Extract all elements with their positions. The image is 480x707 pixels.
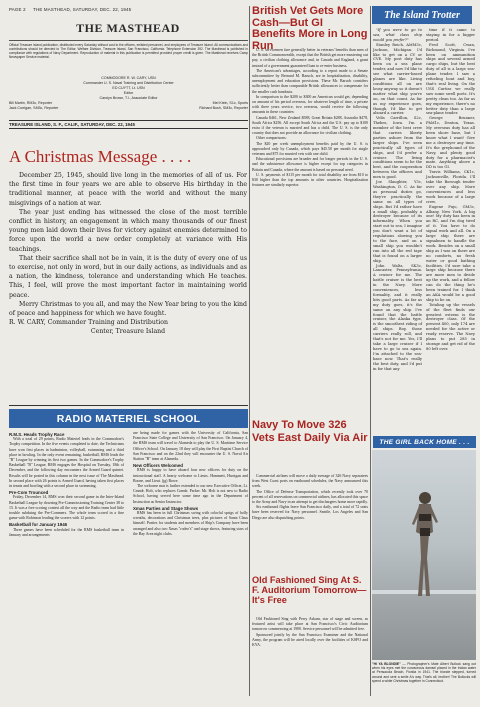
- article-paragraph: With a total of 29 points, Radio Materiel leads in the Commodore's Trophy competition. In the five events completed to date, the Technicians have won first places in badminton, volleyball, swimming and a third place in bowling. In the only event remaining, basketball, RMS leads the "B" League by winning its first two games. In the Commodore's Trophy Basketball "B" League, RMS engages the Hospital on Tuesday, 18th of December, and the following day encounters the Armed Guard quintet. Results will be posted in this column in the next issue of The Masthead. In second place with 26 points is Armed Guard, having taken first places in tennis and bowling with a second place in swimming.: [9, 437, 124, 489]
- article-paragraph: Six eastbound flights leave San Francisco daily, and a total of 72 seats have been reserved for Navy personnel. Seattle, Los Angeles and San Diego are also dispatching points.: [252, 505, 368, 520]
- island-trotter-columns: [373, 28, 475, 371]
- article-paragraph: The welcome mat is further extended to our new Executive Officer, Lt. Cmndr. Holt, who replaces Comdr. Parker. Mr. Holt is not new to Radio School, having served here some time ago in the Department of Instruction as Senior Instructor.: [133, 484, 248, 504]
- staff-member: Bill Martin, RM3c, Reporter: [9, 101, 53, 105]
- trotter-answer: John Waltz, SK3c, Lancaster, Pennsylvania. A cruiser for me. The battle cruiser is the best in the Navy. More conveniences, less formality, and it really hits good parts. As far as my duty goes, it's the same on any ship. I've found that the battle cruiser, the Alaska type, is the smoothest riding of all ships. Boy, those carriers really roll, and that's not for me. Yes, I'll take a large cruiser if I have to go to sea again. I'm attached to the sea-base now. That's really the best duty, and I'd put in for that any: [373, 263, 422, 371]
- radio-column-right: [133, 431, 248, 538]
- caption-lead: "HI YA BLONDIE": [372, 662, 401, 666]
- article-paragraph: The year just ending has witnessed the close of the most terrible conflict in history, an engagement in which many thousands of our finest young men laid down their lives for victory against enemies determined to force upon the world a new order completely at variance with His teachings.: [9, 208, 247, 253]
- article-paragraph: Three games have been scheduled for the RMS basketball team in January and arrangements: [9, 527, 124, 537]
- staff-member: Mel Klein, S1c, Sports: [212, 101, 248, 105]
- subhead: Basketball for January 1946: [9, 522, 68, 528]
- publication-line: THE MASTHEAD, SATURDAY, DEC. 22, 1945: [33, 7, 132, 12]
- radio-school-banner: RADIO MATERIEL SCHOOL: [9, 409, 248, 428]
- article-paragraph: Merry Christmas to you all, and may the New Year bring to you the kind of peace and happiness for which we have fought.: [9, 300, 247, 318]
- trotter-answer: Fred Scott, Cwan, Richmond, Virginia. I've been on ammunition ships and several armed cargo ships, but the best duty of all is a large sea-plane tender. I saw a refueling boat and boy, that's real living. On the USS Curtiss we really saw some swell ports. It's pretty clean too. As far as my experience, there's no better duty than a large sea-plane tender.: [426, 42, 475, 116]
- masthead-description: Official Treasure Island publication, distributed every Saturday without cost to the officers, enlisted personnel, and employees of Treasure Island. All communications and contributions should be directed to The Editor, Welfare Division, Treasure Island, San Francisco, California. Telephone Extension 392. The Masthead is published in compliance with regulations of Navy Department. Reproduction of material in this publication is permitted provided proper credit is given. The Masthead receives Camp Newspaper Service material.: [9, 43, 248, 59]
- dateline: TREASURE ISLAND, S. F., CALIF., SATURDAY, DEC. 22, 1945: [9, 120, 248, 129]
- article-paragraph: Sponsored jointly by the San Francisco Examiner and the National Army, the program will be aired locally over the facilities of KSFO and KYA.: [252, 632, 368, 648]
- staff-member: Richard Bush, SM3c, Reporter: [199, 106, 248, 110]
- article-paragraph: are being made for games with the University of California, San Francisco State College and University of San Francisco. On January 4, the RMS team will travel to Alameda to play the U. S. Maritime Service Officer's School. On January 18 they will play the First Baptist Church of San Francisco and on the 22nd they will encounter the U. S. Naval Air Station "B" team at Alameda.: [133, 431, 248, 462]
- trotter-question: "If you were to go to sea, what class ship would you prefer?": [373, 28, 422, 42]
- girl-back-home-banner: THE GIRL BACK HOME . . .: [373, 436, 476, 448]
- article-paragraph: U. S. payments of $115 per month for total disability are from $10 to $30 higher than the top amounts in other countries. Hospitalization features are similarly superior.: [252, 172, 368, 188]
- staff-member: Jack Corrigan, SM3c, Reporter: [9, 106, 59, 110]
- section-rule: [9, 405, 248, 406]
- staff-commander-title: Commander U. S. Naval Training and Distribution Center: [83, 81, 174, 85]
- article-paragraph: RMS is happy to have aboard four new officers for duty on the instructional staff. A hearty welcome to Lieuts. Hammett, Harrigan and Boone, and Lieut. (jg) Rowe.: [133, 468, 248, 483]
- vet-heading: British Vet Gets More Cash—But GI Benefits More in Long Run: [252, 5, 368, 52]
- article-paragraph: Friday, December 14, RMS won their second game in the Inter-Island Basketball League by downing Pre-Commissioning Training Center 38 to 15. It was a free scoring contest all the way and the Radio team had little trouble subduing the Pre-Commers. The whole team scored in a fine game with Robinson leading the scorers with 12 points.: [9, 495, 124, 521]
- page-number: PAGE 2: [9, 7, 26, 12]
- article-paragraph: In comparison to the $200 to $300 an American would get, depending on amount of his period overseas, for whatever length of time, a private with three years service, two overseas, would receive the following amounts in these countries:: [252, 94, 368, 115]
- trotter-answer: Totaling up the vessels of the fleet finds our greatest esteem is the destroyer class. Of the present 400, only 174 are needed for the active or ready reserve. The Navy plans to put 285 in storage and get rid of the 80 left over.: [426, 302, 475, 351]
- article-paragraph: Educational provisions are broader and for longer periods in the U. S. and the subsistence allowance is higher except for top categories in Britain and Canada, where the amount is based on personal need.: [252, 157, 368, 172]
- article-paragraph: Canada $461, New Zealand $588, Great Britain $288, Australia $478, South Africa $256. All except South Africa and the U.S. pay up to $100 extra if the veteran is married and has a child. The U. S. is the only country that does not provide an allowance for civilian clothing.: [252, 115, 368, 136]
- article-paragraph: The Office of Defense Transportation, which recently took over 70 percent of all reservations on commercial airlines, has allocated this space to the Army and Navy in an attempt to get dischargees home more rapidly.: [252, 489, 368, 505]
- article-paragraph: That their sacrifice shall not be in vain, it is the duty of every one of us to exercise, not only in word, but in our daily actions, as individuals and as a nation, the kindness, tolerance and understanding which He teaches. This, I feel, will prove the most important factor in maintaining world peace.: [9, 254, 247, 299]
- article-paragraph: Commercial airlines will move a daily average of 326 Navy separatees from West Coast ports on eastbound schedules, the Navy announced this week.: [252, 474, 368, 489]
- signature: R. W. CARY, Commander Training and Distribution: [9, 319, 168, 327]
- masthead-logo: [73, 17, 183, 39]
- photo-caption: [372, 662, 476, 683]
- article-paragraph: Old Fashioned Sing with Perry Askam, star of stage and screen, as featured artist will take place at San Francisco's Civic Auditorium tomorrow commencing at 1900. Service personnel will be admitted free.: [252, 617, 368, 632]
- navy-article: [252, 474, 368, 521]
- subhead: Xmas Parties and Stage Shows: [133, 505, 199, 511]
- subhead: Pre-Com Trounced: [9, 490, 49, 496]
- trotter-answer: Travis Williams, CK1c, Jacksonville, Florida. I'll take the Borough tender over any ship. More conveniences and less work because of a large crew.: [426, 170, 475, 204]
- article-paragraph: The American's advantages, according to a report made to a Senate subcommittee by Bernard M. Baruch, are in hospitalization, disability, unemployment and education provisions. These Mr. Baruch considers sufficiently better than comparable British allowances to compensate for the smaller cash handouts.: [252, 68, 368, 94]
- radio-school-columns: [9, 431, 248, 538]
- column-rule: [370, 6, 371, 696]
- trotter-column-left: [373, 28, 422, 371]
- old-fashioned-sing-article: [252, 617, 368, 648]
- staff-commander: COMMODORE R. W. CARY, USN: [101, 76, 156, 80]
- signature-sub: Center, Treasure Island: [90, 328, 166, 336]
- beach-photo: [372, 450, 476, 660]
- running-head: [9, 7, 249, 12]
- trotter-answer: Joe Slaughter, Y3c, Washington, D. C. As far as personal duties go, they're practically the same on all types of ships. But I'd rather have a small ship, probably a destroyer because of its informality. When you start out to sea, I imagine you don't want a lot of regulations slowing you to the face, and on a small ship you wouldn't run into all the red tape that is found on a larger ship.: [373, 180, 422, 263]
- subhead: R.M.S. Heads Trophy Race: [9, 432, 65, 437]
- subhead: New Officers Welcomed: [133, 463, 183, 469]
- masthead-rule: [9, 40, 248, 41]
- trotter-answer: Stanley Reich, AMM3c, Jackson, Michigan. I'd like to get on a CV or CVE. My post duty has been on a sea plane tender, and now I'd like to see what carrier-based planes are like. Living conditions all on are lousy anyway so it doesn't matter what ship you're on, on that count. As far as my experience goes, though, I'd like to get aboard a carrier.: [373, 42, 422, 116]
- article-paragraph: U. S. servicemen fare generally better in veterans' benefits than men of the British Commonwealth, except that the British get more mustering out pay, a civilian clothing allowance and, in Canada and England, a grant instead of a government guaranteed loan to re-enter business.: [252, 48, 368, 68]
- staff-row: [9, 106, 248, 111]
- radio-column-left: [9, 431, 124, 538]
- staff-box: [9, 76, 248, 118]
- island-trotter-banner: The Island Trotter: [372, 6, 472, 24]
- article-paragraph: The $20 per week unemployment benefits paid by the U. S. is approached only by Canada, which pays $45.50 per month for single veterans and $75 for married vets with one child.: [252, 141, 368, 157]
- old-fashioned-sing-heading: Old Fashioned Sing At S. F. Auditorium Tomorrow—It's Free: [252, 575, 367, 605]
- article-paragraph: RMS has been in full Christmas swing with colorful sprigs of holly wreaths, decorations and Christmas trees, plus pictures of Santa Claus himself. Parties for students and members of Ship's Company have been arranged and also two Xmas "rodeo's" and stage shows, featuring stars of the Bay Area night clubs.: [133, 511, 248, 536]
- navy-heading: Navy To Move 326 Vets East Daily Via Air: [252, 419, 368, 444]
- article-paragraph: December 25, 1945, should live long in the memories of all of us. For the first time in four years we are able to observe His birthday in the traditional manner, at peace with the world and without the many misgivings of a nation at war.: [9, 172, 247, 207]
- woman-figure-photo: [410, 488, 440, 598]
- masthead: [9, 15, 248, 75]
- staff-officer-title: Editor: [123, 91, 134, 95]
- trotter-column-right: [426, 28, 475, 371]
- column-rule: [249, 6, 250, 696]
- christmas-article: [9, 171, 247, 337]
- trotter-answer: Eugene Pujo, GM3c, Albany, New York. A big one! My duty has been in an RC, and I'm dog tired of it. You have to do signal work and all. On a large ship there are signalmen to handle the work. Besides on a small ship as I was on there are no comforts, no fresh water or good bathing facilities. I'd sure take a large ship because there are more men to divide up the work, and a fellow can do the thing he's been trained for. I think an AKA would be a good ship to be on.: [426, 204, 475, 302]
- article-paragraph: Other comparisons:: [256, 136, 287, 141]
- christmas-heading: A Christmas Message . . . .: [9, 147, 192, 166]
- trotter-answer: George Brunner, PhM1c, Denton, Texas. My overseas duty has all been shore base, but I know what I want! Give me a destroyer any time. It's the greyhound of the Navy, and plenty good duty for a pharmacist's mate. Anything above a DD is too GI.: [426, 116, 475, 170]
- staff-officer: ED CUYTT, Lt. USN: [112, 86, 145, 90]
- trotter-answer: time if it came to staying in for a bigger period.: [426, 28, 475, 42]
- trotter-answer: Velis Carrillon, S2c, Thebes, Iowa. I'm a member of the best crew that carries liberty parties ashore from the larger ships. I've seen practically all types of ships, and I'd prefer a cruiser. The living conditions seem to be the best, and the cooperation between the officers and men is good.: [373, 116, 422, 180]
- masthead-title: THE MASTHEAD: [76, 20, 180, 35]
- caption-text: — Photographer's Mate Albert Bullock sang out when his eyes met the curvaceous damsel placed in the Indian water at Pensacola Beach, Florida in 1941. The blonde stepped, turned around and sent a smile A's way. That's all, brother! The Bullocks will spend a white Christmas together in Connecticut.: [372, 662, 476, 683]
- staff-advisor: Carolyn Brown, T.I., Associate Editor: [99, 96, 158, 100]
- vet-article: [252, 48, 368, 188]
